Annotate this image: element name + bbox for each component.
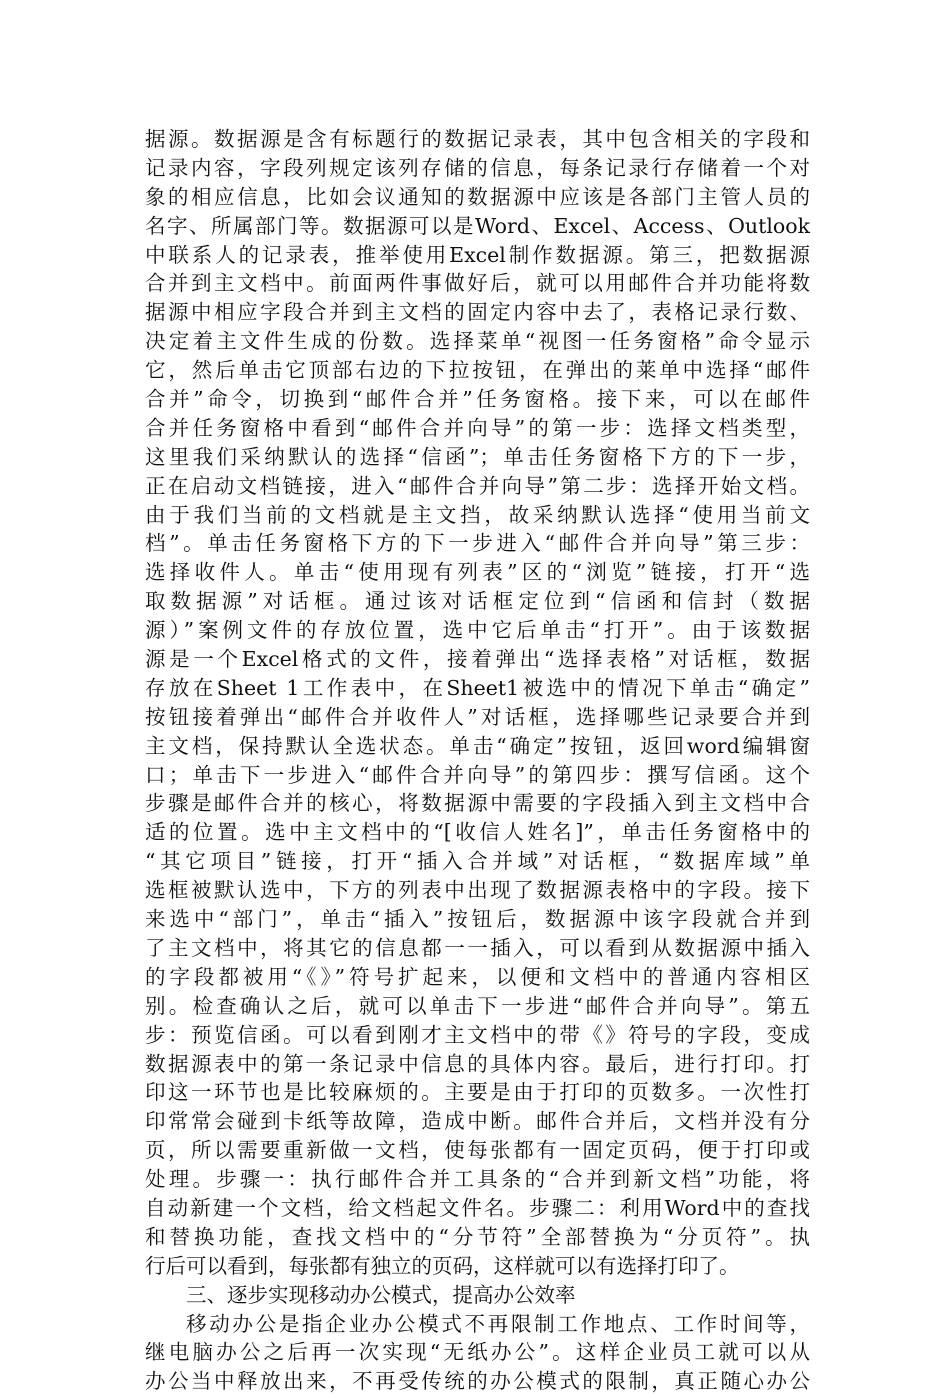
text-line: 来选中“部门”，单击“插入”按钮后，数据源中该字段就合并到 — [145, 907, 810, 932]
text-line: 正在启动文档链接，进入“邮件合并向导”第二步：选择开始文档。 — [145, 473, 810, 498]
text-line: 存放在Sheet 1工作表中，在Sheet1被选中的情况下单击“确定” — [145, 675, 810, 700]
text-line: 继电脑办公之后再一次实现“无纸办公”。这样企业员工就可以从 — [145, 1340, 810, 1365]
text-line: 合并到主文档中。前面两件事做好后，就可以用邮件合并功能将数 — [145, 271, 810, 296]
text-line: 适的位置。选中主文档中的“[收信人姓名]”，单击任务窗格中的 — [145, 820, 810, 845]
text-line: 了主文档中，将其它的信息都一一插入，可以看到从数据源中插入 — [145, 935, 810, 960]
text-line: 取数据源”对话框。通过该对话框定位到“信函和信封（数据 — [145, 589, 810, 614]
text-line: “其它项目”链接，打开“插入合并域”对话框，“数据库域”单 — [145, 849, 810, 874]
text-line: 步：预览信函。可以看到刚才主文档中的带《》符号的字段，变成 — [145, 1022, 810, 1047]
text-line: 别。检查确认之后，就可以单击下一步进“邮件合并向导”。第五 — [145, 993, 810, 1018]
text-line: 名字、所属部门等。数据源可以是Word、Excel、Access、Outlook — [145, 213, 810, 238]
text-line: 步骤是邮件合并的核心，将数据源中需要的字段插入到主文档中合 — [145, 791, 810, 816]
text-line: 页，所以需要重新做一文档，使每张都有一固定页码，便于打印或 — [145, 1138, 810, 1163]
text-line: 行后可以看到，每张都有独立的页码，这样就可以有选择打印了。 — [145, 1253, 740, 1278]
text-line: 印常常会碰到卡纸等故障，造成中断。邮件合并后，文档并没有分 — [145, 1109, 810, 1134]
text-line: 源是一个Excel格式的文件，接着弹出“选择表格”对话框，数据 — [145, 647, 810, 672]
text-line: 选择收件人。单击“使用现有列表”区的“浏览”链接，打开“选 — [145, 560, 810, 585]
text-line: 选框被默认选中，下方的列表中出现了数据源表格中的字段。接下 — [145, 878, 810, 903]
text-line: 按钮接着弹出“邮件合并收件人”对话框，选择哪些记录要合并到 — [145, 704, 810, 729]
text-line: 数据源表中的第一条记录中信息的具体内容。最后，进行打印。打 — [145, 1051, 810, 1076]
text-line: 印这一环节也是比较麻烦的。主要是由于打印的页数多。一次性打 — [145, 1080, 810, 1105]
text-line: 自动新建一个文档，给文档起文件名。步骤二：利用Word中的查找 — [145, 1195, 810, 1220]
text-line: 口；单击下一步进入“邮件合并向导”的第四步：撰写信函。这个 — [145, 762, 810, 787]
text-line: 由于我们当前的文档就是主文挡，故采纳默认选择“使用当前文 — [145, 502, 810, 527]
text-line: 记录内容，字段列规定该列存储的信息，每条记录行存储着一个对 — [145, 155, 810, 180]
text-line: 它，然后单击它顶部右边的下拉按钮，在弹出的莱单中选择“邮件 — [145, 358, 810, 383]
text-line: 源）”案例文件的存放位置，选中它后单击“打开”。由于该数据 — [145, 618, 810, 643]
text-line: 这里我们采纳默认的选择“信函”；单击任务窗格下方的下一步， — [145, 444, 810, 469]
text-line: 主文档，保持默认全选状态。单击“确定”按钮，返回word编辑窗 — [145, 733, 810, 758]
text-line: 据源。数据源是含有标题行的数据记录表，其中包含相关的字段和 — [145, 127, 810, 151]
text-line: 办公当中释放出来，不再受传统的办公模式的限制，真正随心办公 — [145, 1369, 810, 1394]
text-line: 决定着主文件生成的份数。选择菜单“视图一任务窗格”命令显示 — [145, 329, 810, 354]
text-line: 合并任务窗格中看到“邮件合并向导”的第一步：选择文档类型， — [145, 415, 810, 440]
text-line: 合并”命令，切换到“邮件合并”任务窗格。接下来，可以在邮件 — [145, 387, 810, 412]
text-line: 档”。单击任务窗格下方的下一步进入“邮件合并向导”第三步： — [145, 531, 810, 556]
text-line: 据源中相应字段合并到主文档的固定内容中去了，表格记录行数、 — [145, 300, 810, 325]
text-line: 处理。步骤一：执行邮件合并工具条的“合并到新文档”功能，将 — [145, 1167, 810, 1192]
text-line: 中联系人的记录表，推举使用Excel制作数据源。第三，把数据源 — [145, 242, 810, 267]
text-line: 和替换功能，查找文档中的“分节符”全部替换为“分页符”。执 — [145, 1224, 810, 1249]
text-line: 象的相应信息，比如会议通知的数据源中应该是各部门主管人员的 — [145, 184, 810, 209]
text-line: 的字段都被用“《》”符号扩起来，以便和文档中的普通内容相区 — [145, 964, 810, 989]
section-heading: 三、逐步实现移动办公模式，提高办公效率 — [186, 1282, 576, 1307]
text-line: 移动办公是指企业办公模式不再限制工作地点、工作时间等， — [186, 1311, 810, 1336]
body-text — [145, 125, 810, 1396]
